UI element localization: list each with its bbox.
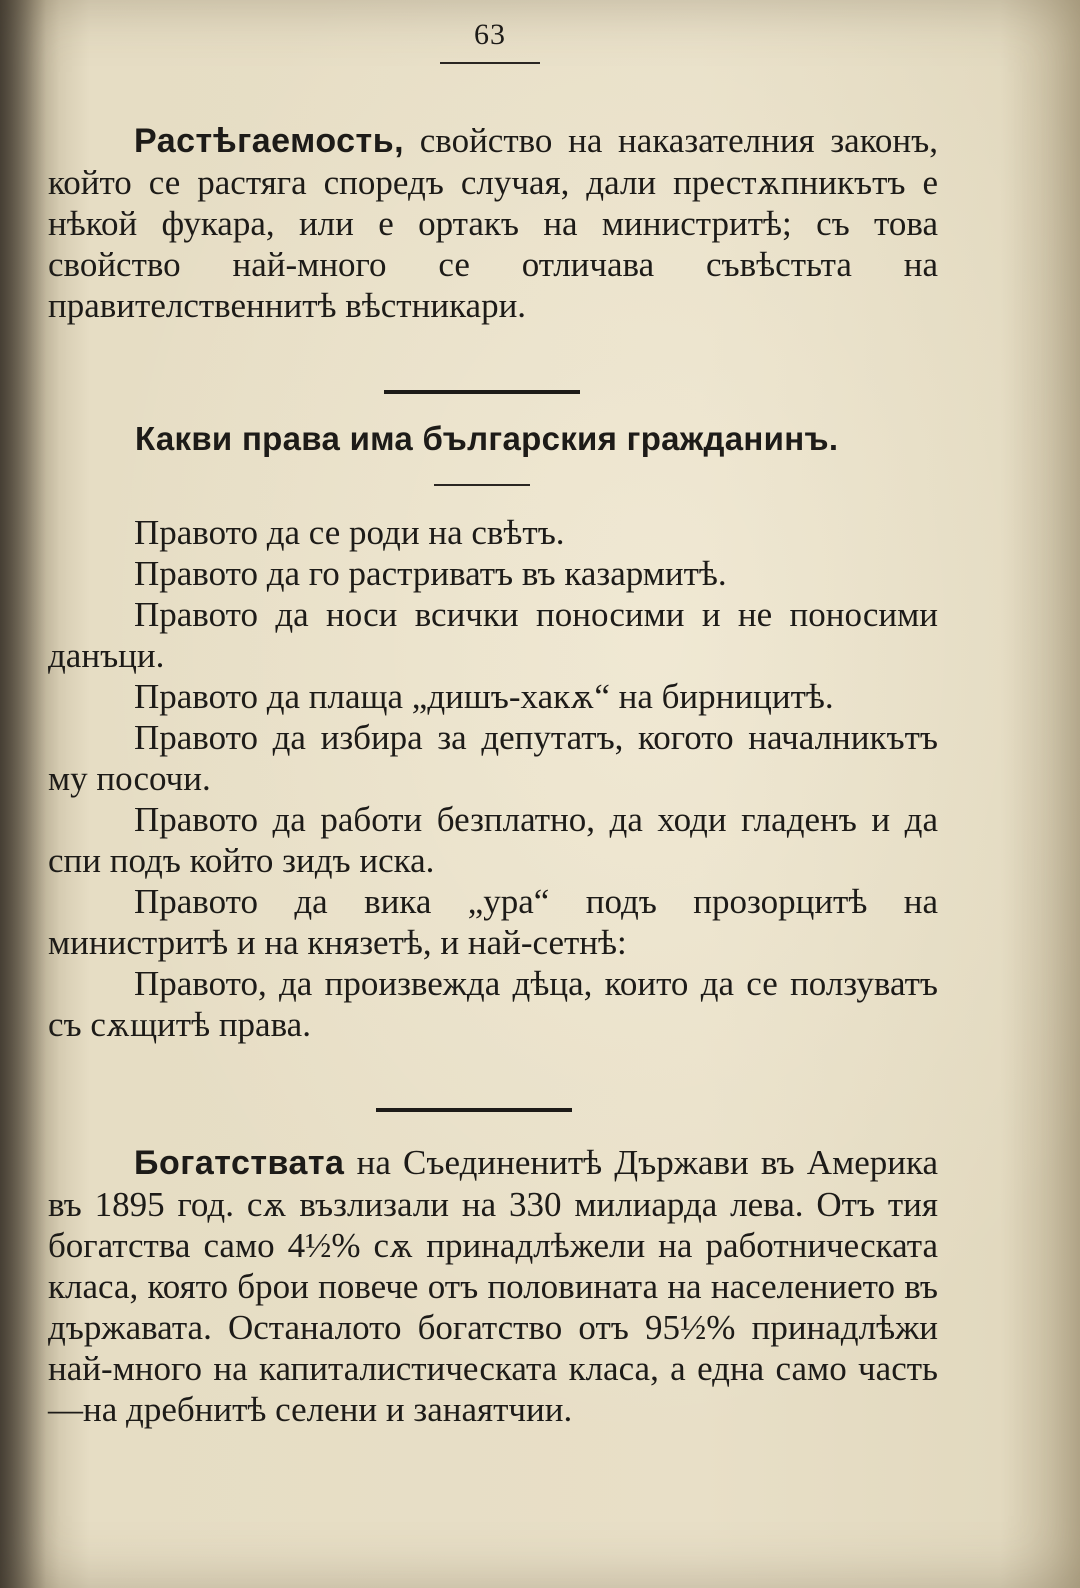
rights-heading: Какви права има българския гражданинъ. (135, 420, 839, 457)
rights-item: Правото да плаща „дишъ-хакѫ“ на бирницитѣ. (134, 677, 834, 716)
rights-item: Правото да работи безплатно, да ходи гладенъ и да спи подъ който зидъ иска. (48, 800, 938, 880)
rights-item: Правото да го растриватъ въ казармитѣ. (134, 554, 727, 593)
definition-body: свойство на наказателния законъ, който се растяга споредъ случая, дали престѫпникътъ е нѣкой фукара, или е ортакъ на министритѣ; съ това свойство най-много се отличава съвѣстьта на правителственнитѣ вѣстникари. (48, 121, 938, 325)
rights-item: Правото, да произвежда дѣца, които да се ползуватъ съ сѫщитѣ права. (48, 964, 938, 1044)
wealth-body: на Съединенитѣ Държави въ Америка въ 1895 год. сѫ възлизали на 330 милиарда лева. Отъ тия богатства само 4½% сѫ принадлѣжели на работническата класа, която брои повече отъ половината на населението въ държавата. Останалото богатство отъ 95½% принадлѣжи най-много на капиталистическата класа, а една само часть—на дребнитѣ селени и занаятчии. (48, 1143, 938, 1429)
rights-item: Правото да избира за депутатъ, когото началникътъ му посочи. (48, 718, 938, 798)
wealth-paragraph (48, 1142, 938, 1430)
page-number-rule (440, 62, 540, 64)
rights-list (48, 512, 938, 1045)
rights-item: Правото да се роди на свѣтъ. (134, 513, 565, 552)
definition-term: Растѣгаемость, (134, 122, 405, 160)
page-number: 63 (474, 18, 506, 51)
rights-item: Правото да носи всички поносими и не поносими данъци. (48, 595, 938, 675)
binding-shadow (0, 0, 46, 1588)
rights-item: Правото да вика „ура“ подъ прозорцитѣ на министритѣ и на князетѣ, и най-сетнѣ: (48, 882, 938, 962)
section-divider (384, 390, 580, 394)
wealth-term: Богатствата (134, 1144, 345, 1182)
definition-paragraph (48, 120, 938, 326)
heading-underline (434, 484, 530, 486)
section-divider (376, 1108, 572, 1112)
